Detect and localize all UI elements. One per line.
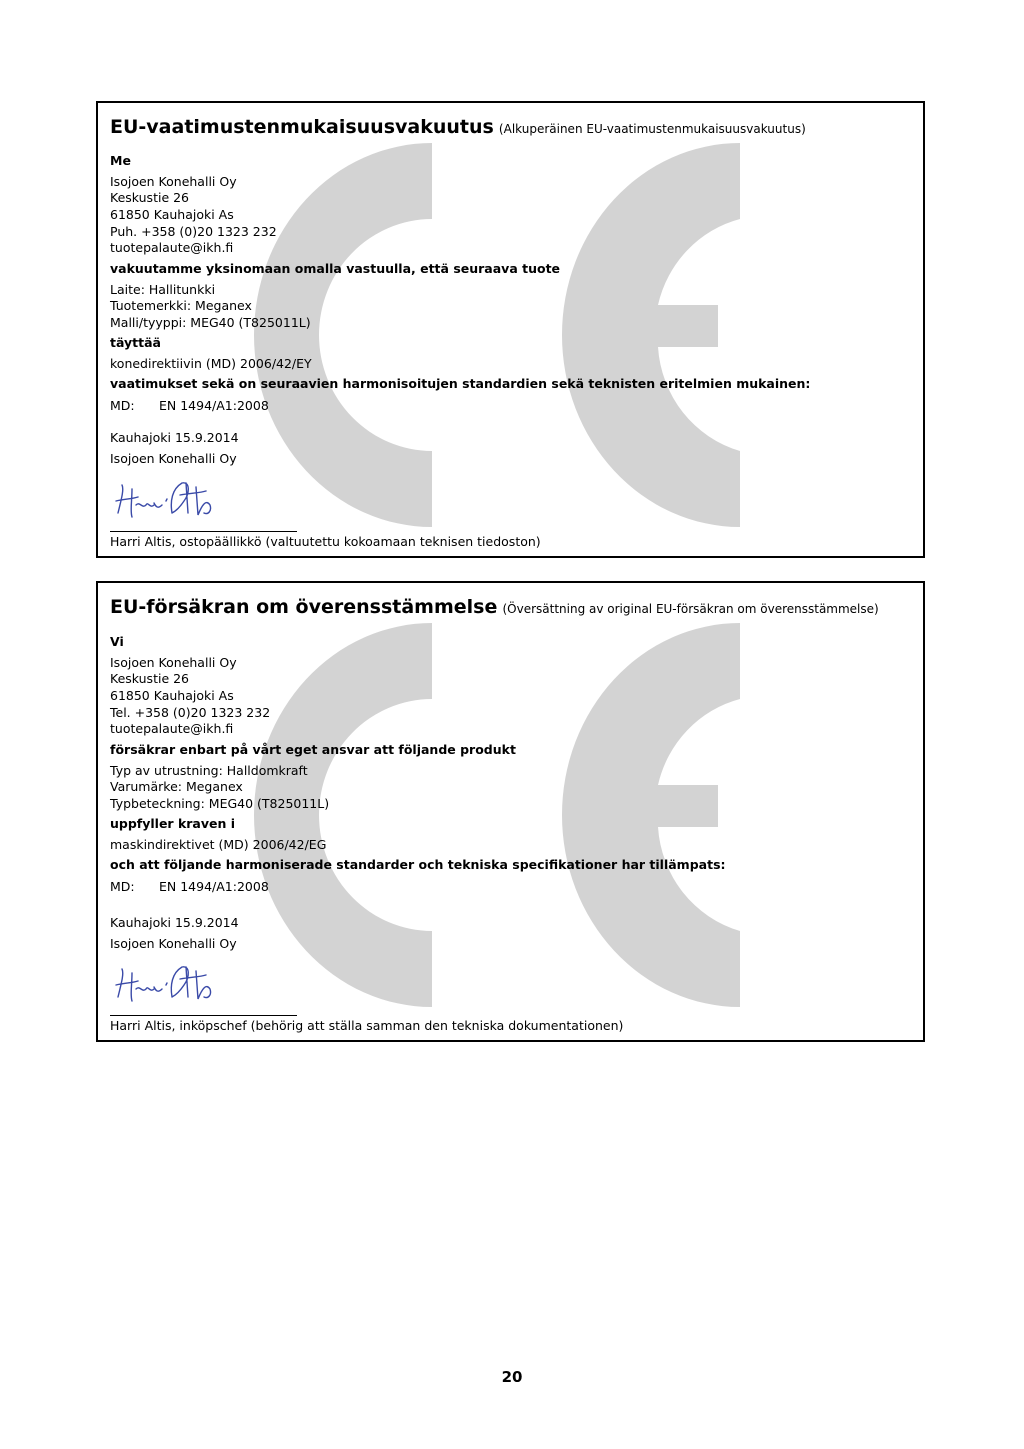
we-heading: Me [110, 153, 131, 168]
md-label: MD: [110, 879, 135, 894]
declaration-subtitle: (Alkuperäinen EU-vaatimustenmukaisuusvakuutus) [498, 122, 806, 136]
email: tuotepalaute@ikh.fi [110, 240, 234, 255]
signature-icon [110, 959, 220, 1009]
requirements-statement: vaatimukset sekä on seuraavien harmonisoitujen standardien sekä teknisten eritelmien mukainen: [110, 376, 811, 391]
company-signature-name: Isojoen Konehalli Oy [110, 936, 237, 951]
street-address: Keskustie 26 [110, 190, 190, 205]
company-name: Isojoen Konehalli Oy [110, 174, 237, 189]
street-address: Keskustie 26 [110, 671, 190, 686]
phone: Puh. +358 (0)20 1323 232 [110, 224, 277, 239]
declaration-sv [96, 581, 925, 1042]
declare-statement: försäkrar enbart på vårt eget ansvar att följande produkt [110, 742, 516, 757]
directive-line: maskindirektivet (MD) 2006/42/EG [110, 837, 327, 852]
fulfills-heading: täyttää [110, 335, 161, 350]
declare-statement: vakuutamme yksinomaan omalla vastuulla, että seuraava tuote [110, 261, 561, 276]
we-heading: Vi [110, 634, 124, 649]
md-label: MD: [110, 398, 135, 413]
device-line: Typ av utrustning: Halldomkraft [110, 763, 308, 778]
signatory-line: Harri Altis, inköpschef (behörig att ställa samman den tekniska dokumentationen) [110, 1018, 624, 1033]
place-date: Kauhajoki 15.9.2014 [110, 430, 239, 445]
model-line: Typbeteckning: MEG40 (T825011L) [110, 796, 330, 811]
ce-mark-icon [98, 583, 925, 1042]
signature-icon [110, 475, 220, 525]
signature-line [110, 531, 297, 532]
declaration-fi [96, 101, 925, 558]
company-signature-name: Isojoen Konehalli Oy [110, 451, 237, 466]
model-line: Malli/tyyppi: MEG40 (T825011L) [110, 315, 311, 330]
email: tuotepalaute@ikh.fi [110, 721, 234, 736]
city-address: 61850 Kauhajoki As [110, 207, 234, 222]
company-name: Isojoen Konehalli Oy [110, 655, 237, 670]
declaration-title: EU-försäkran om överensstämmelse [110, 596, 498, 618]
brand-line: Tuotemerkki: Meganex [110, 298, 252, 313]
device-line: Laite: Hallitunkki [110, 282, 216, 297]
directive-line: konedirektiivin (MD) 2006/42/EY [110, 356, 312, 371]
phone: Tel. +358 (0)20 1323 232 [110, 705, 271, 720]
fulfills-heading: uppfyller kraven i [110, 816, 236, 831]
place-date: Kauhajoki 15.9.2014 [110, 915, 239, 930]
signatory-line: Harri Altis, ostopäällikkö (valtuutettu kokoamaan teknisen tiedoston) [110, 534, 541, 549]
page-number: 20 [501, 1368, 523, 1386]
md-standard: EN 1494/A1:2008 [159, 879, 269, 894]
declaration-title: EU-vaatimustenmukaisuusvakuutus [110, 116, 494, 138]
declaration-subtitle: (Översättning av original EU-försäkran om överensstämmelse) [502, 602, 879, 616]
signature-line [110, 1015, 297, 1016]
city-address: 61850 Kauhajoki As [110, 688, 234, 703]
requirements-statement: och att följande harmoniserade standarder och tekniska specifikationer har tillämpats: [110, 857, 726, 872]
md-standard: EN 1494/A1:2008 [159, 398, 269, 413]
brand-line: Varumärke: Meganex [110, 779, 243, 794]
